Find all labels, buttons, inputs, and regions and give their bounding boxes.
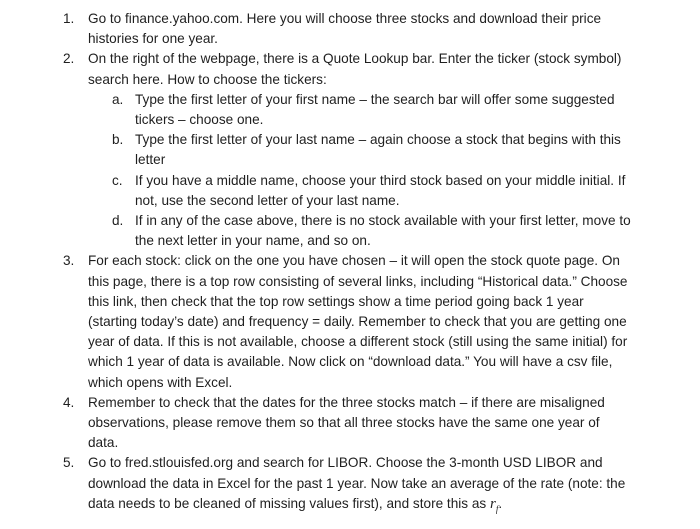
- item-number: 5.: [63, 455, 75, 471]
- sub-item-letter: d.: [112, 213, 124, 229]
- list-item-1: [0, 9, 700, 49]
- item-number: 3.: [63, 253, 75, 269]
- sub-item-d: [0, 211, 700, 251]
- sub-item-text: If in any of the case above, there is no stock available with your first letter, move to the next letter in your name, and so on.: [135, 213, 631, 249]
- list-item-2: [0, 49, 700, 89]
- sub-item-letter: b.: [112, 132, 124, 148]
- sub-item-letter: c.: [112, 172, 123, 188]
- sub-item-c: [0, 171, 700, 211]
- item-text: Go to finance.yahoo.com. Here you will choose three stocks and download their price histories for one year.: [88, 11, 602, 47]
- item-number: 4.: [63, 394, 75, 410]
- sub-item-a: [0, 90, 700, 130]
- item-text-end: .: [498, 495, 503, 511]
- list-item-5: [0, 453, 700, 519]
- item-text: Remember to check that the dates for the three stocks match – if there are misaligned observations, please remove them so that all three stocks have the same one year of data.: [88, 394, 605, 451]
- item-number: 2.: [63, 51, 75, 67]
- item-text: For each stock: click on the one you have chosen – it will open the stock quote page. On this page, there is a top row consisting of several links, including “Historical data.” Choose this link, then check that the top row settings show a time period going back 1 year (starting today’s date) and frequency = daily. Remember to check that you are getting one year of data. If this is not available, choose a different stock (still using the same initial) for which 1 year of data is available. Now click on “download data.” You will have a csv file, which opens with Excel.: [88, 253, 628, 390]
- sub-item-text: If you have a middle name, choose your third stock based on your middle initial. If not, use the second letter of your last name.: [135, 172, 626, 208]
- list-item-4: [0, 393, 700, 454]
- list-item-3: [0, 251, 700, 392]
- item-number: 1.: [63, 11, 75, 26]
- sub-item-text: Type the first letter of your last name – again choose a stock that begins with this letter: [135, 132, 621, 168]
- sub-item-letter: a.: [112, 91, 124, 107]
- sub-item-b: [0, 130, 700, 170]
- item-text: On the right of the webpage, there is a Quote Lookup bar. Enter the ticker (stock symbol) search here. How to choose the tickers:: [88, 51, 622, 87]
- item-text: Go to fred.stlouisfed.org and search for LIBOR. Choose the 3-month USD LIBOR and download the data in Excel for the past 1 year. Now take an average of the rate (note: the data needs to be cleaned of missing values first), and store this as: [88, 455, 626, 511]
- symbol-subscript: f: [495, 503, 499, 514]
- symbol-base: r: [490, 495, 496, 512]
- sub-item-text: Type the first letter of your first name – the search bar will offer some suggested tickers – choose one.: [135, 91, 615, 128]
